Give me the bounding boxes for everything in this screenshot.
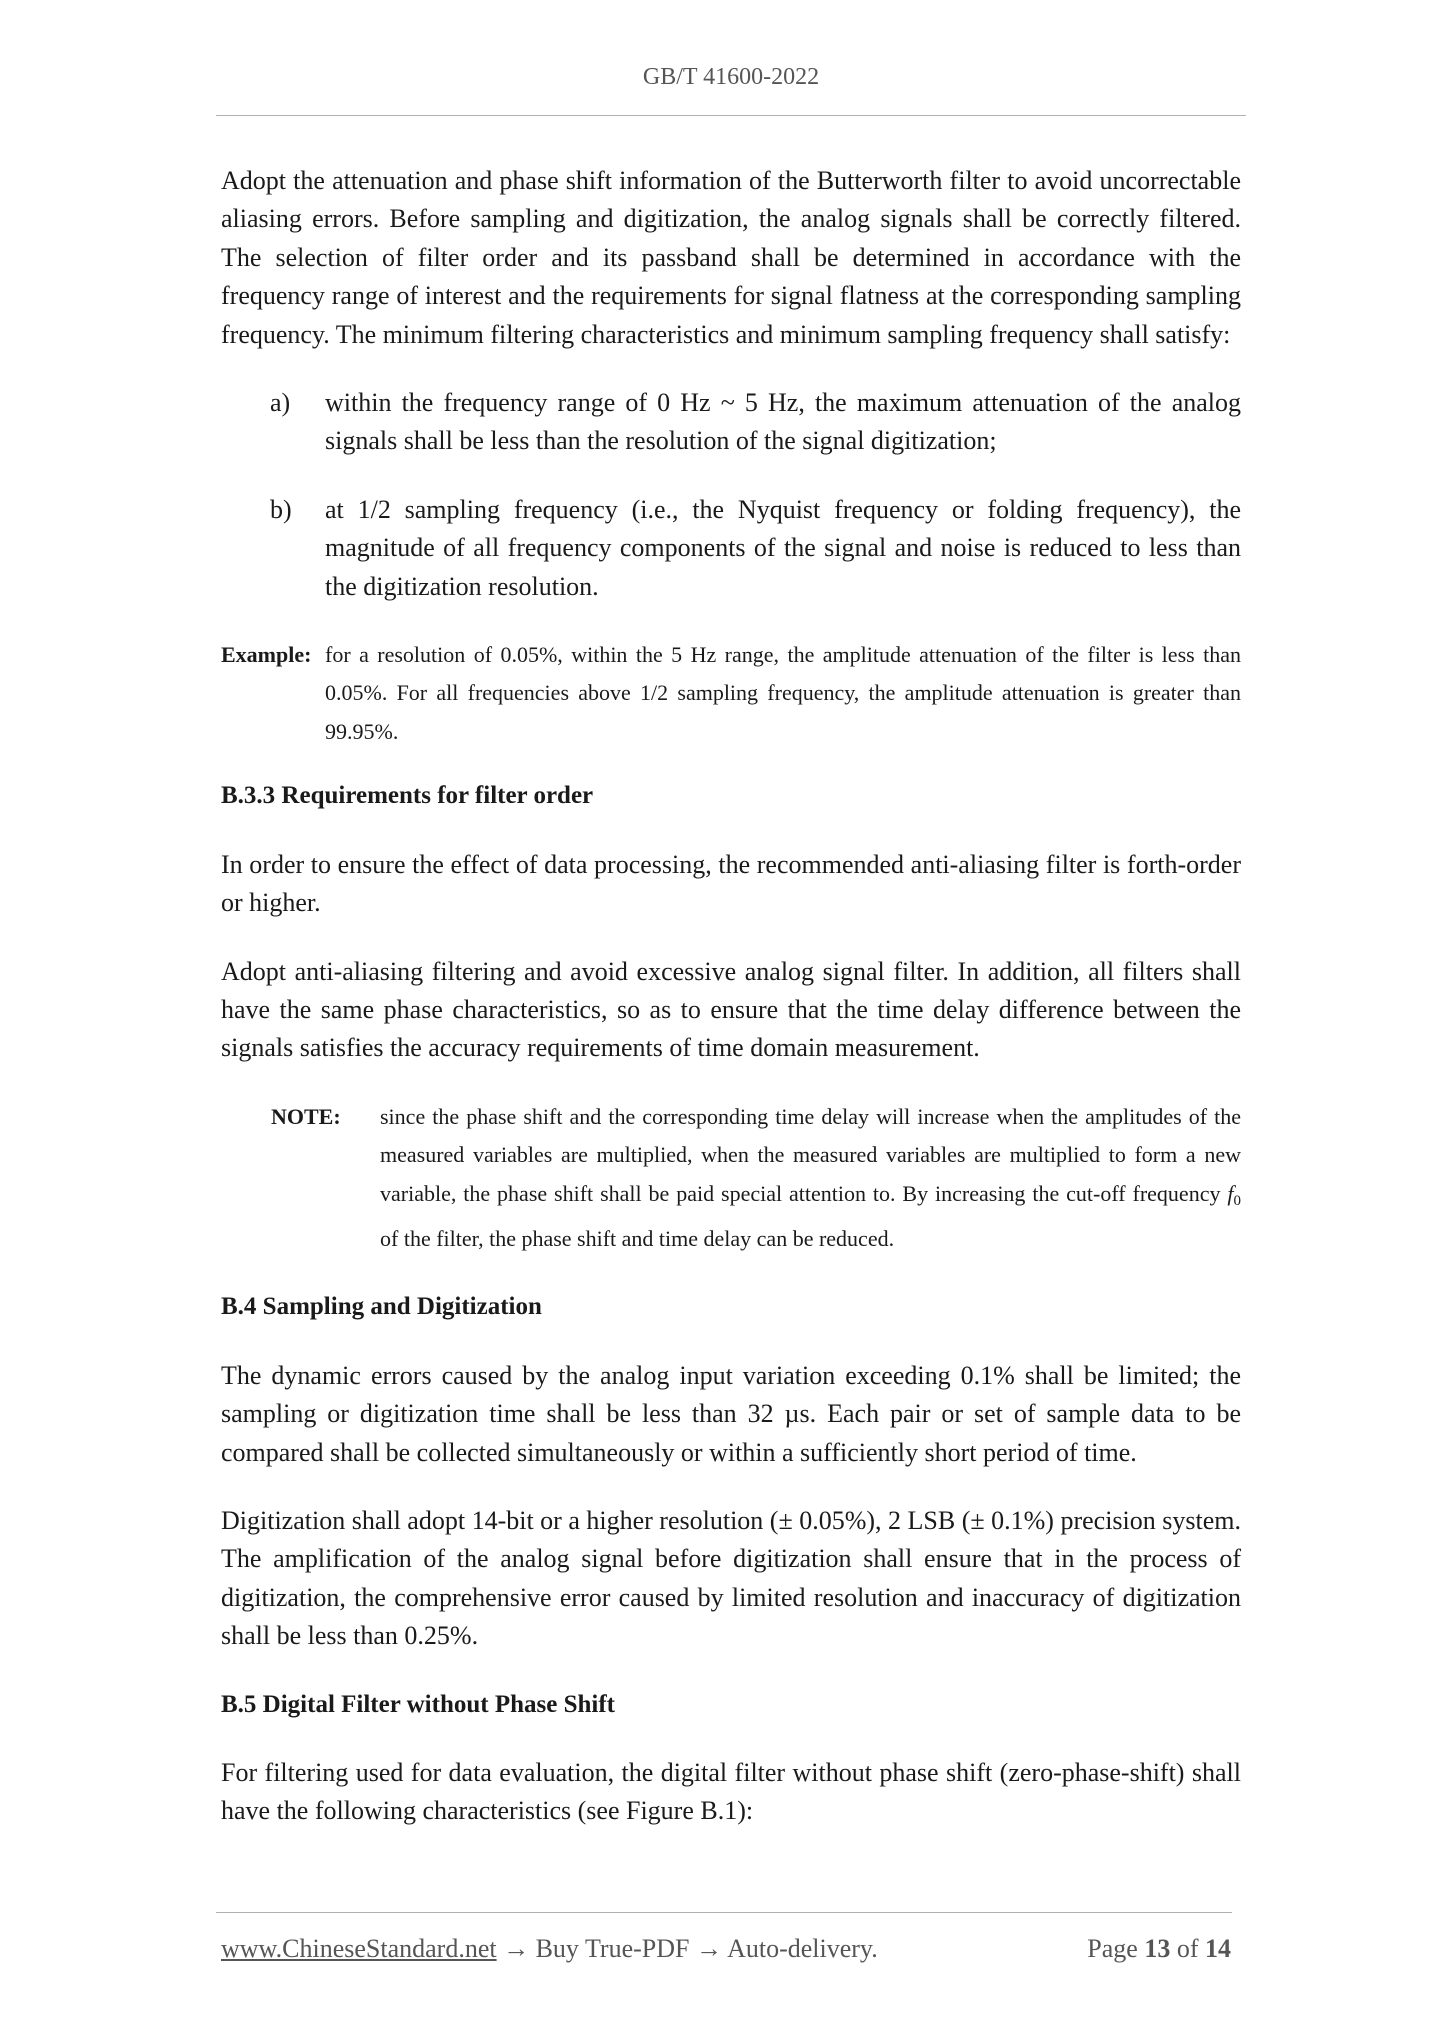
- list-item-b: [221, 491, 1241, 606]
- list-marker: a): [270, 388, 291, 418]
- note-label: NOTE:: [271, 1103, 341, 1129]
- note-block: [271, 1098, 1241, 1259]
- b4-paragraph-2: Digitization shall adopt 14-bit or a higher resolution (± 0.05%), 2 LSB (± 0.1%) precision system. The amplification of the analog signal before digitization shall ensure that in the process of digitization, the comprehensive error caused by limited resolution and inaccuracy of digitization shall be less than 0.25%.: [221, 1505, 1241, 1651]
- heading-b5: B.5 Digital Filter without Phase Shift: [221, 1690, 615, 1718]
- note-text-after: of the filter, the phase shift and time delay can be reduced.: [380, 1225, 895, 1251]
- page-number: [1087, 1934, 1231, 1964]
- list-item-text: at 1/2 sampling frequency (i.e., the Nyquist frequency or folding frequency), the magnitude of all frequency components of the signal and noise is reduced to less than the digitization resolution.: [325, 494, 1241, 601]
- b5-paragraph-1: For filtering used for data evaluation, the digital filter without phase shift (zero-phase-shift) shall have the following characteristics (see Figure B.1):: [221, 1758, 1241, 1826]
- page-word: Page: [1087, 1934, 1138, 1963]
- heading-b4: B.4 Sampling and Digitization: [221, 1293, 542, 1321]
- page-header: GB/T 41600-2022: [642, 64, 820, 90]
- heading-b33: B.3.3 Requirements for filter order: [221, 782, 594, 810]
- arrow-icon: →: [503, 1934, 530, 1963]
- example-label: Example:: [221, 642, 312, 668]
- cutoff-frequency-symbol: f: [1227, 1180, 1234, 1206]
- cutoff-frequency-subscript: 0: [1233, 1192, 1241, 1209]
- page-current: 13: [1144, 1934, 1171, 1963]
- example-block: [221, 636, 1241, 751]
- footer-buy-text: Buy True-PDF: [535, 1934, 690, 1963]
- example-text: for a resolution of 0.05%, within the 5 Hz range, the amplitude attenuation of the filter is less than 0.05%. For all frequencies above 1/2 sampling frequency, the amplitude attenuation is greater than 99.95%.: [325, 642, 1241, 744]
- page-of: of: [1176, 1934, 1199, 1963]
- page-total: 14: [1205, 1934, 1231, 1963]
- b4-paragraph-1: The dynamic errors caused by the analog input variation exceeding 0.1% shall be limited; the sampling or digitization time shall be less than 32 µs. Each pair or set of sample data to be compared shall be collected simultaneously or within a sufficiently short period of time.: [221, 1360, 1241, 1467]
- header-divider: [216, 115, 1246, 116]
- list-item-text: within the frequency range of 0 Hz ~ 5 Hz, the maximum attenuation of the analog signals shall be less than the resolution of the signal digitization;: [325, 388, 1241, 456]
- intro-paragraph: Adopt the attenuation and phase shift information of the Butterworth filter to avoid uncorrectable aliasing errors. Before sampling and digitization, the analog signals shall be correctly filtered. The selection of filter order and its passband shall be determined in accordance with the frequency range of interest and the requirements for signal flatness at the corresponding sampling frequency. The minimum filtering characteristics and minimum sampling frequency shall satisfy:: [221, 166, 1241, 349]
- page-content: [221, 162, 1241, 1861]
- footer-promo: [221, 1934, 878, 1964]
- b33-paragraph-2: Adopt anti-aliasing filtering and avoid excessive analog signal filter. In addition, all filters shall have the same phase characteristics, so as to ensure that the time delay difference between the signals satisfies the accuracy requirements of time domain measurement.: [221, 956, 1241, 1063]
- arrow-icon: →: [696, 1934, 722, 1963]
- website-link[interactable]: www.ChineseStandard.net: [221, 1934, 497, 1963]
- footer-divider: [216, 1912, 1232, 1913]
- footer-delivery-text: Auto-delivery.: [727, 1934, 878, 1963]
- list-item-a: [221, 384, 1241, 461]
- b33-paragraph-1: In order to ensure the effect of data processing, the recommended anti-aliasing filter is forth-order or higher.: [221, 849, 1241, 918]
- list-marker: b): [270, 494, 292, 524]
- note-text-before: since the phase shift and the corresponding time delay will increase when the amplitudes of the measured variables are multiplied, when the measured variables are multiplied to form a new variable, the phase shift shall be paid special attention to. By increasing the cut-off frequency: [380, 1103, 1241, 1206]
